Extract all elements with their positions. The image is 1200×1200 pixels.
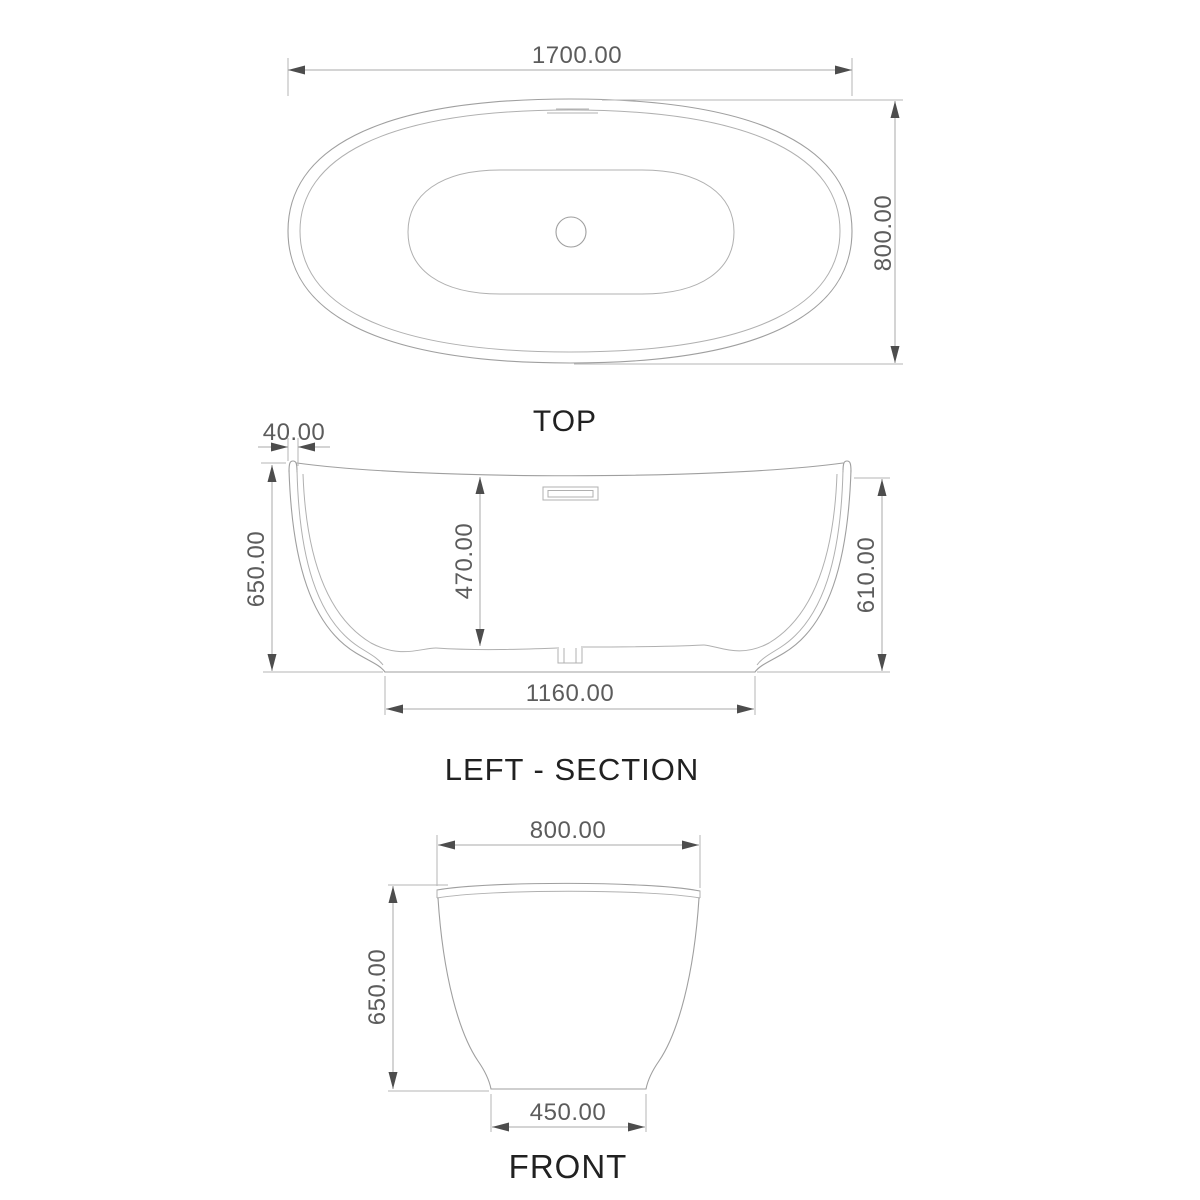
tub-basin-outline bbox=[408, 170, 734, 294]
dim-section-depth-label: 470.00 bbox=[451, 522, 478, 600]
dim-top-length bbox=[288, 42, 852, 96]
dim-front-height-label: 650.00 bbox=[364, 948, 391, 1026]
front-view-title: FRONT bbox=[508, 1148, 628, 1185]
dim-section-height-left bbox=[243, 463, 383, 672]
dim-section-height-right bbox=[757, 478, 890, 672]
left-section-view bbox=[243, 419, 890, 787]
dim-top-width-label: 800.00 bbox=[870, 194, 897, 272]
dim-front-base-label: 450.00 bbox=[529, 1099, 607, 1126]
front-tub-outline bbox=[437, 883, 700, 1089]
front-view bbox=[364, 817, 700, 1185]
dim-top-width bbox=[574, 100, 903, 364]
dim-front-width-label: 800.00 bbox=[529, 817, 607, 844]
dim-section-wall bbox=[258, 419, 330, 466]
tub-outer-rim bbox=[288, 99, 852, 363]
dim-section-height-right-label: 610.00 bbox=[853, 536, 880, 614]
left-section-view-title: LEFT - SECTION bbox=[444, 752, 700, 787]
drain-circle bbox=[556, 217, 586, 247]
dim-section-height-left-label: 650.00 bbox=[243, 530, 270, 608]
section-tub-outline bbox=[289, 461, 851, 672]
top-view-title: TOP bbox=[532, 405, 598, 438]
section-left-wall-cap bbox=[289, 461, 297, 472]
section-drain-recess bbox=[558, 646, 582, 663]
overflow-outer-rect bbox=[543, 487, 598, 500]
section-right-wall-cap bbox=[843, 461, 851, 472]
section-right-outer-wall bbox=[755, 470, 851, 672]
section-right-inner-surface bbox=[704, 474, 837, 651]
dim-section-wall-label: 40.00 bbox=[262, 419, 326, 446]
front-right-side bbox=[646, 898, 699, 1089]
section-rim-line bbox=[297, 463, 843, 476]
dim-front-height bbox=[364, 885, 489, 1091]
top-view-tub-outline bbox=[288, 99, 852, 363]
dim-front-width bbox=[437, 817, 700, 888]
dim-section-base bbox=[385, 676, 755, 715]
front-left-side bbox=[438, 898, 491, 1089]
top-view bbox=[288, 42, 903, 438]
front-rim-bottom-line bbox=[437, 891, 700, 898]
dim-section-base-label: 1160.00 bbox=[525, 680, 615, 707]
front-rim-top-line bbox=[437, 883, 700, 891]
section-floor-line bbox=[436, 645, 704, 650]
dim-front-base bbox=[491, 1094, 646, 1132]
dim-section-depth bbox=[451, 477, 480, 646]
section-left-inner-surface bbox=[303, 474, 436, 652]
dim-top-length-label: 1700.00 bbox=[531, 42, 623, 69]
section-left-outer-wall bbox=[289, 470, 385, 672]
overflow-inner-rect bbox=[548, 491, 593, 498]
section-overflow-slot bbox=[543, 487, 598, 500]
section-left-wall-inner-line bbox=[297, 470, 383, 665]
tub-inner-rim bbox=[300, 110, 840, 352]
section-right-wall-inner-line bbox=[757, 470, 843, 665]
